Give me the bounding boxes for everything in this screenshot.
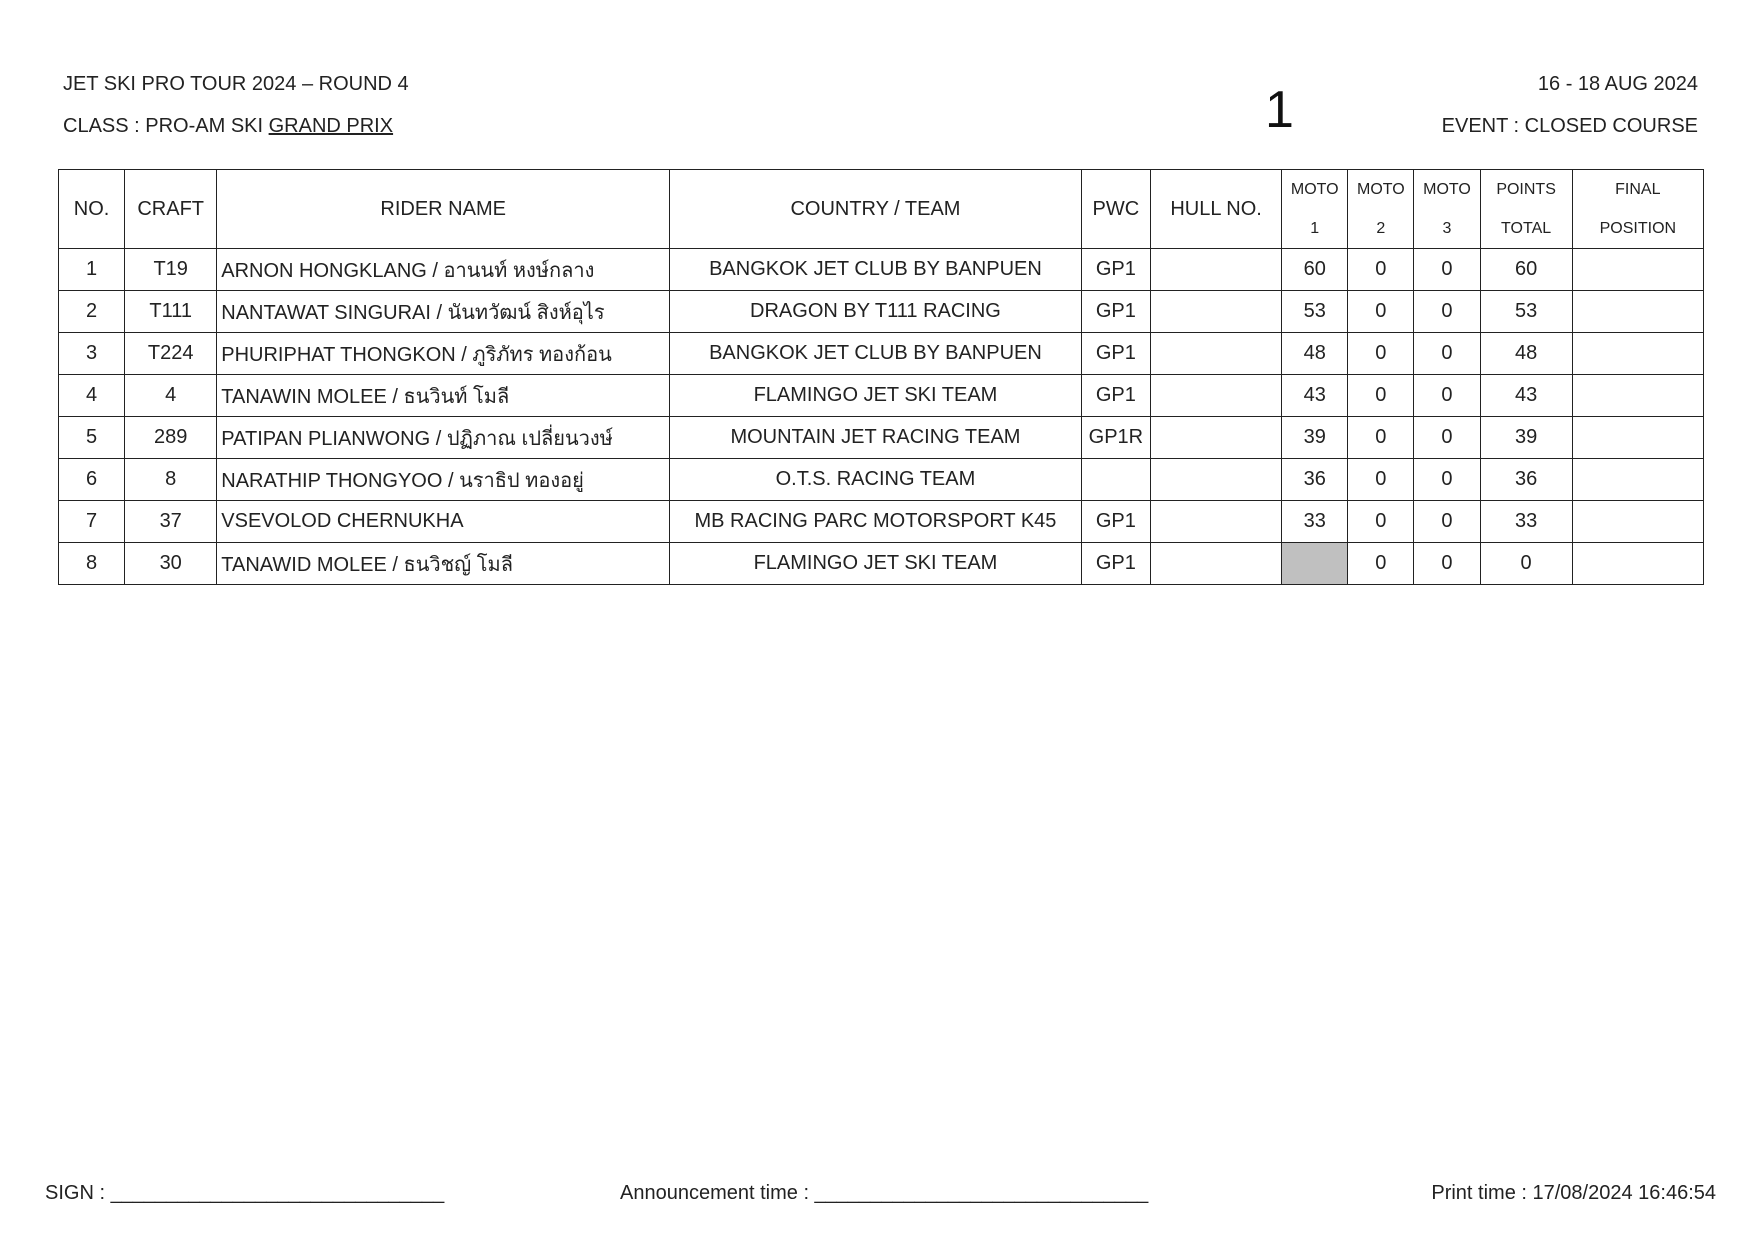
cell-craft: T19 — [125, 249, 217, 291]
cell-final-position — [1572, 333, 1703, 375]
table-row — [59, 417, 1704, 459]
cell-moto-2: 0 — [1348, 543, 1414, 585]
cell-craft: 4 — [125, 375, 217, 417]
cell-country-team: MOUNTAIN JET RACING TEAM — [670, 417, 1082, 459]
cell-pwc: GP1 — [1081, 501, 1150, 543]
cell-moto-2: 0 — [1348, 333, 1414, 375]
cell-moto-3: 0 — [1414, 417, 1480, 459]
cell-no: 1 — [59, 249, 125, 291]
col-header-hull-no: HULL NO. — [1150, 170, 1281, 249]
class-label — [63, 115, 393, 138]
table-row — [59, 501, 1704, 543]
table-row — [59, 375, 1704, 417]
cell-pwc: GP1 — [1081, 543, 1150, 585]
cell-country-team: FLAMINGO JET SKI TEAM — [670, 543, 1082, 585]
cell-points-total: 48 — [1480, 333, 1572, 375]
cell-moto-3: 0 — [1414, 543, 1480, 585]
cell-no: 5 — [59, 417, 125, 459]
cell-pwc: GP1 — [1081, 291, 1150, 333]
cell-moto-2: 0 — [1348, 249, 1414, 291]
cell-hull-no — [1150, 501, 1281, 543]
cell-country-team: BANGKOK JET CLUB BY BANPUEN — [670, 249, 1082, 291]
sheet-number: 1 — [1265, 81, 1294, 139]
cell-moto-1: 33 — [1282, 501, 1348, 543]
cell-rider-name: VSEVOLOD CHERNUKHA — [217, 501, 670, 543]
cell-moto-1: 36 — [1282, 459, 1348, 501]
cell-pwc: GP1 — [1081, 333, 1150, 375]
cell-country-team: DRAGON BY T111 RACING — [670, 291, 1082, 333]
col-header-country-team: COUNTRY / TEAM — [670, 170, 1082, 249]
cell-pwc: GP1R — [1081, 417, 1150, 459]
cell-moto-1: 48 — [1282, 333, 1348, 375]
cell-rider-name: NARATHIP THONGYOO / นราธิป ทองอยู่ — [217, 459, 670, 501]
cell-moto-3: 0 — [1414, 291, 1480, 333]
class-prefix: CLASS : PRO-AM SKI — [63, 115, 269, 137]
cell-craft: 8 — [125, 459, 217, 501]
col-header-no: NO. — [59, 170, 125, 249]
cell-rider-name: TANAWID MOLEE / ธนวิชญ์ โมลี — [217, 543, 670, 585]
cell-no: 8 — [59, 543, 125, 585]
sign-line: SIGN : ______________________________ — [45, 1182, 445, 1204]
cell-points-total: 0 — [1480, 543, 1572, 585]
cell-moto-1: 60 — [1282, 249, 1348, 291]
cell-moto-2: 0 — [1348, 501, 1414, 543]
cell-craft: T224 — [125, 333, 217, 375]
page-title: JET SKI PRO TOUR 2024 – ROUND 4 — [63, 73, 409, 95]
cell-points-total: 60 — [1480, 249, 1572, 291]
col-header-craft: CRAFT — [125, 170, 217, 249]
table-row — [59, 459, 1704, 501]
cell-hull-no — [1150, 375, 1281, 417]
cell-final-position — [1572, 543, 1703, 585]
cell-moto-3: 0 — [1414, 459, 1480, 501]
cell-hull-no — [1150, 459, 1281, 501]
col-header-final-position: FINAL POSITION — [1572, 170, 1703, 249]
cell-pwc: GP1 — [1081, 249, 1150, 291]
cell-moto-2: 0 — [1348, 375, 1414, 417]
cell-hull-no — [1150, 291, 1281, 333]
cell-moto-1 — [1282, 543, 1348, 585]
col-header-moto-2: MOTO 2 — [1348, 170, 1414, 249]
cell-points-total: 36 — [1480, 459, 1572, 501]
cell-moto-2: 0 — [1348, 417, 1414, 459]
col-header-pwc: PWC — [1081, 170, 1150, 249]
cell-craft: 37 — [125, 501, 217, 543]
cell-rider-name: PATIPAN PLIANWONG / ปฏิภาณ เปลี่ยนวงษ์ — [217, 417, 670, 459]
cell-moto-1: 43 — [1282, 375, 1348, 417]
cell-rider-name: TANAWIN MOLEE / ธนวินท์ โมลี — [217, 375, 670, 417]
cell-country-team: BANGKOK JET CLUB BY BANPUEN — [670, 333, 1082, 375]
table-row — [59, 333, 1704, 375]
cell-hull-no — [1150, 333, 1281, 375]
col-header-moto-1: MOTO 1 — [1282, 170, 1348, 249]
cell-moto-2: 0 — [1348, 459, 1414, 501]
cell-final-position — [1572, 291, 1703, 333]
cell-moto-3: 0 — [1414, 333, 1480, 375]
cell-rider-name: PHURIPHAT THONGKON / ภูริภัทร ทองก้อน — [217, 333, 670, 375]
cell-points-total: 39 — [1480, 417, 1572, 459]
cell-no: 6 — [59, 459, 125, 501]
cell-no: 2 — [59, 291, 125, 333]
table-row — [59, 249, 1704, 291]
cell-pwc: GP1 — [1081, 375, 1150, 417]
cell-country-team: MB RACING PARC MOTORSPORT K45 — [670, 501, 1082, 543]
class-name-underlined: GRAND PRIX — [268, 115, 394, 137]
cell-moto-3: 0 — [1414, 501, 1480, 543]
cell-final-position — [1572, 375, 1703, 417]
cell-moto-2: 0 — [1348, 291, 1414, 333]
cell-points-total: 53 — [1480, 291, 1572, 333]
col-header-points-total: POINTS TOTAL — [1480, 170, 1572, 249]
cell-final-position — [1572, 459, 1703, 501]
cell-moto-3: 0 — [1414, 249, 1480, 291]
cell-country-team: O.T.S. RACING TEAM — [670, 459, 1082, 501]
cell-moto-1: 39 — [1282, 417, 1348, 459]
cell-craft: 30 — [125, 543, 217, 585]
cell-hull-no — [1150, 249, 1281, 291]
cell-craft: T111 — [125, 291, 217, 333]
cell-points-total: 43 — [1480, 375, 1572, 417]
print-time: Print time : 17/08/2024 16:46:54 — [1431, 1182, 1716, 1204]
cell-moto-1: 53 — [1282, 291, 1348, 333]
table-row — [59, 543, 1704, 585]
cell-hull-no — [1150, 543, 1281, 585]
cell-moto-3: 0 — [1414, 375, 1480, 417]
col-header-rider-name: RIDER NAME — [217, 170, 670, 249]
cell-no: 3 — [59, 333, 125, 375]
results-table — [58, 169, 1704, 585]
event-date: 16 - 18 AUG 2024 — [1537, 73, 1698, 95]
cell-hull-no — [1150, 417, 1281, 459]
cell-craft: 289 — [125, 417, 217, 459]
cell-points-total: 33 — [1480, 501, 1572, 543]
cell-no: 4 — [59, 375, 125, 417]
cell-no: 7 — [59, 501, 125, 543]
cell-final-position — [1572, 417, 1703, 459]
table-header-row — [59, 170, 1704, 249]
col-header-moto-3: MOTO 3 — [1414, 170, 1480, 249]
cell-country-team: FLAMINGO JET SKI TEAM — [670, 375, 1082, 417]
table-row — [59, 291, 1704, 333]
event-type: EVENT : CLOSED COURSE — [1441, 115, 1698, 137]
cell-rider-name: NANTAWAT SINGURAI / นันทวัฒน์ สิงห์อุไร — [217, 291, 670, 333]
cell-final-position — [1572, 249, 1703, 291]
cell-final-position — [1572, 501, 1703, 543]
cell-rider-name: ARNON HONGKLANG / อานนท์ หงษ์กลาง — [217, 249, 670, 291]
cell-pwc — [1081, 459, 1150, 501]
announcement-time-line: Announcement time : ______________________________ — [620, 1182, 1149, 1204]
